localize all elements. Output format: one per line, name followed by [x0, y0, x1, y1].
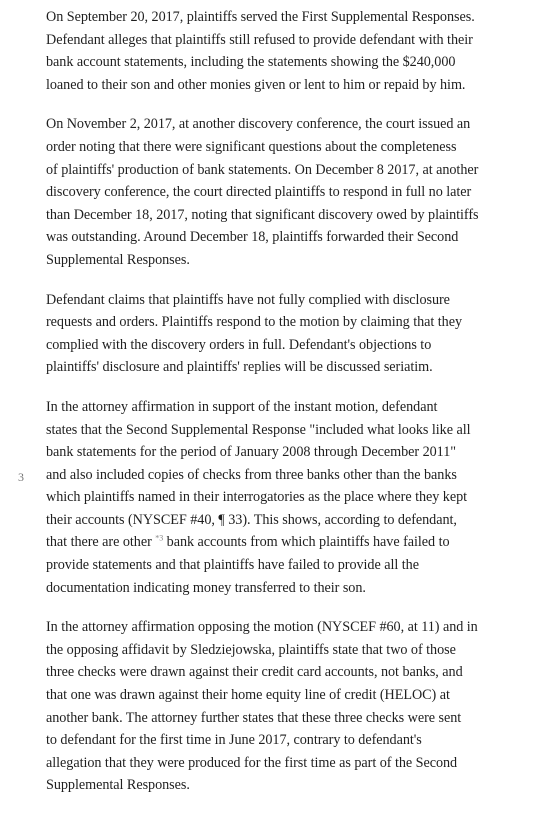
text-line: the opposing affidavit by Sledziejowska, plaintiffs state that two of those — [46, 641, 456, 658]
paragraph-2 — [46, 113, 542, 271]
text-line: In the attorney affirmation opposing the motion (NYSCEF #60, at 11) and in — [46, 619, 478, 636]
paragraph-4 — [46, 396, 542, 599]
text-line: Supplemental Responses. — [46, 777, 190, 794]
text-line: of plaintiffs' production of bank statements. On December 8 2017, at another — [46, 161, 479, 178]
text-line: was outstanding. Around December 18, plaintiffs forwarded their Second — [46, 229, 459, 246]
text-line: In the attorney affirmation in support of the instant motion, defendant — [46, 398, 438, 415]
text-line: states that the Second Supplemental Response "included what looks like all — [46, 421, 471, 438]
text-line: plaintiffs' disclosure and plaintiffs' replies will be discussed seriatim. — [46, 359, 433, 376]
text-line: complied with the discovery orders in full. Defendant's objections to — [46, 336, 432, 353]
text-line: another bank. The attorney further states that these three checks were sent — [46, 709, 462, 726]
paragraph-5 — [46, 616, 542, 797]
text-line: than December 18, 2017, noting that significant discovery owed by plaintiffs — [46, 206, 479, 223]
text-line: Defendant alleges that plaintiffs still refused to provide defendant with their — [46, 31, 473, 48]
text-line: loaned to their son and other monies given or lent to him or repaid by him. — [46, 76, 466, 93]
text-line: three checks were drawn against their credit card accounts, not banks, and — [46, 664, 463, 681]
document-body — [46, 6, 542, 814]
text-line: bank statements for the period of January 2008 through December 2011" — [46, 444, 456, 461]
text-line: documentation indicating money transferred to their son. — [46, 579, 366, 596]
paragraph-3 — [46, 289, 542, 379]
text-line: On September 20, 2017, plaintiffs served the First Supplemental Responses. — [46, 9, 475, 25]
text-line: their accounts (NYSCEF #40, ¶ 33). This shows, according to defendant, — [46, 511, 457, 528]
text-line: Defendant claims that plaintiffs have not fully complied with disclosure — [46, 291, 450, 308]
text-line: which plaintiffs named in their interrogatories as the place where they kept — [46, 489, 468, 506]
text-line: Supplemental Responses. — [46, 251, 190, 268]
text-line: allegation that they were produced for the first time as part of the Second — [46, 754, 458, 771]
text-line: order noting that there were significant questions about the completeness — [46, 138, 457, 155]
text-line: and also included copies of checks from three banks other than the banks — [46, 466, 457, 483]
page-number-marker: 3 — [18, 470, 24, 484]
text-line: On November 2, 2017, at another discovery conference, the court issued an — [46, 116, 471, 133]
star-page-marker: *3 — [155, 533, 164, 543]
text-line: bank account statements, including the statements showing the $240,000 — [46, 54, 456, 71]
text-line: that one was drawn against their home equity line of credit (HELOC) at — [46, 687, 450, 704]
text-line: requests and orders. Plaintiffs respond to the motion by claiming that they — [46, 314, 463, 331]
text-fragment: that there are other — [46, 534, 156, 551]
text-line: provide statements and that plaintiffs have failed to provide all the — [46, 557, 419, 574]
text-line: to defendant for the first time in June 2017, contrary to defendant's — [46, 732, 422, 749]
text-line-with-star-page — [46, 531, 542, 554]
paragraph-1 — [46, 6, 542, 96]
text-fragment: bank accounts from which plaintiffs have failed to — [163, 534, 450, 551]
text-line: discovery conference, the court directed plaintiffs to respond in full no later — [46, 184, 472, 201]
